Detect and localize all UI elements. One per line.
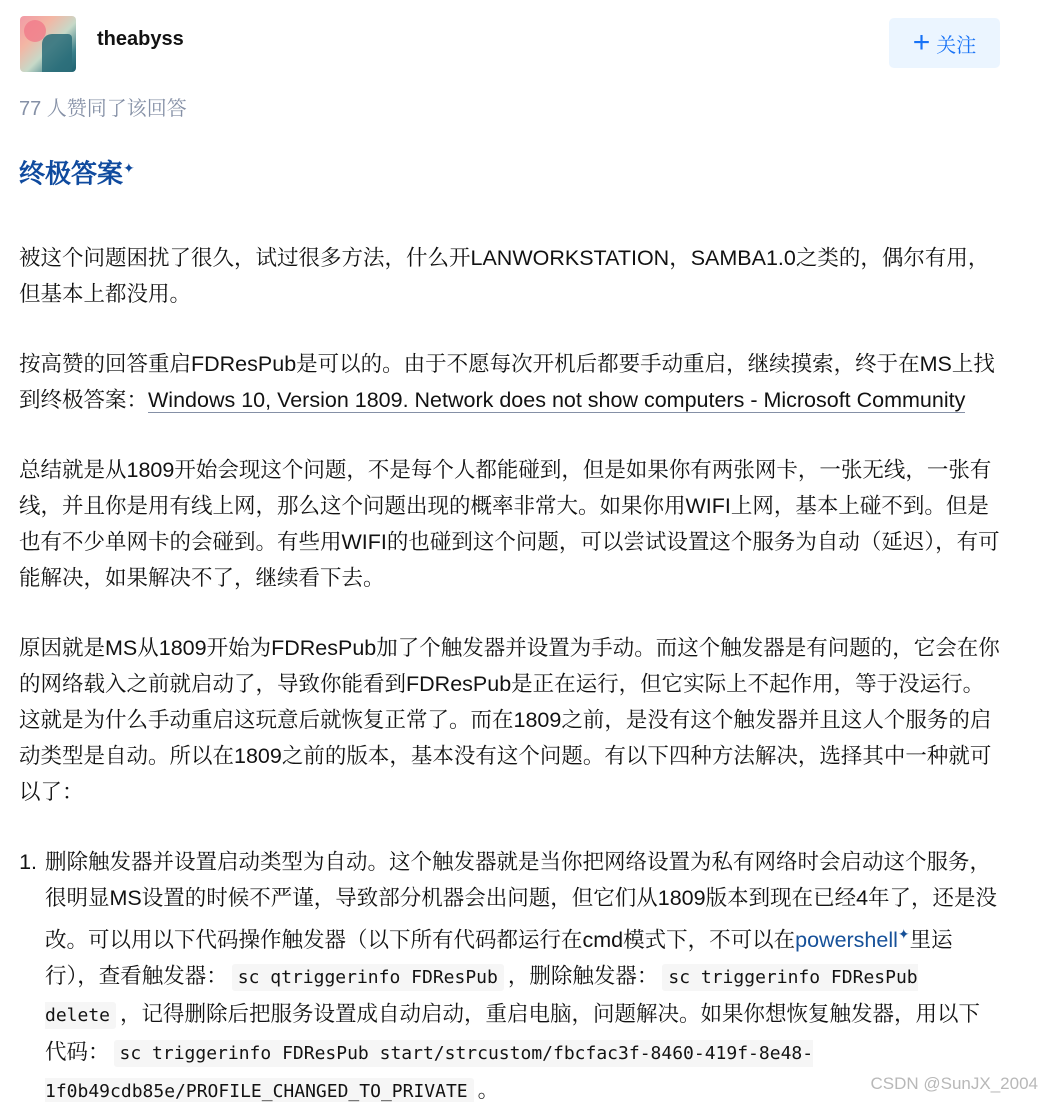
microsoft-community-link[interactable]: Windows 10, Version 1809. Network does not show computers - Microsoft Community bbox=[148, 387, 966, 412]
watermark: CSDN @SunJX_2004 bbox=[870, 1074, 1038, 1093]
heading-text: 终极答案 bbox=[19, 158, 124, 189]
follow-label: 关注 bbox=[936, 34, 977, 57]
solution-list bbox=[19, 844, 1001, 1102]
answer-author-header bbox=[20, 16, 1000, 72]
code-snippet: sc triggerinfo FDResPub delete bbox=[45, 964, 918, 1029]
keyword-text: powershell bbox=[795, 927, 898, 952]
paragraph-1: 被这个问题困扰了很久，试过很多方法，什么开LANWORKSTATION，SAMBA1.0之类的，偶尔有用，但基本上都没用。 bbox=[19, 245, 990, 306]
item-text: ，记得删除后把服务设置成自动启动，重启电脑，问题解决。如果你想恢复触发器，用以下代码： bbox=[45, 1001, 981, 1064]
follow-button[interactable] bbox=[889, 18, 1000, 68]
sparkle-icon: ✦ bbox=[123, 160, 135, 176]
avatar-shape bbox=[42, 34, 72, 72]
paragraph-2-text: 按高赞的回答重启FDResPub是可以的。由于不愿每次开机后都要手动重启，继续摸索，终于在MS上找到终极答案： bbox=[19, 351, 995, 412]
list-item bbox=[43, 844, 1001, 1102]
sparkle-icon: ✦ bbox=[897, 925, 910, 942]
powershell-keyword-link[interactable] bbox=[795, 925, 910, 952]
item-text: ，删除触发器： bbox=[507, 963, 659, 988]
paragraph-2 bbox=[19, 346, 1001, 418]
paragraph-4: 原因就是MS从1809开始为FDResPub加了个触发器并设置为手动。而这个触发器是有问题的，它会在你的网络载入之前就启动了，导致你能看到FDResPub是正在运行，但它实际上不起作用，等于没运行。这就是为什么手动重启这玩意后就恢复正常了。而在1809之前，是没有这个触发器并且这人个服务的启动类型是自动。所以在1809之前的版本，基本没有这个问题。有以下四种方法解决，选择其中一种就可以了： bbox=[19, 635, 1000, 804]
author-name[interactable]: theabyss bbox=[97, 28, 184, 50]
vote-count-info: 77 人赞同了该回答 bbox=[19, 98, 187, 120]
item-text: 。 bbox=[477, 1077, 500, 1102]
avatar[interactable] bbox=[20, 16, 76, 72]
plus-icon: + bbox=[912, 26, 931, 59]
answer-content bbox=[19, 146, 1001, 1102]
answer-heading bbox=[19, 146, 1001, 196]
paragraph-3: 总结就是从1809开始会现这个问题，不是每个人都能碰到，但是如果你有两张网卡，一张无线，一张有线，并且你是用有线上网，那么这个问题出现的概率非常大。如果你用WIFI上网，基本上碰不到。但是也有不少单网卡的会碰到。有些用WIFI的也碰到这个问题，可以尝试设置这个服务为自动（延迟），有可能解决，如果解决不了，继续看下去。 bbox=[19, 457, 1000, 590]
code-snippet: sc qtriggerinfo FDResPub bbox=[232, 964, 504, 991]
item-text: 删除触发器并设置启动类型为自动。这个触发器就是当你把网络设置为私有网络时会启动这个服务，很明显MS设置的时候不严谨，导致部分机器会出问题，但它们从1809版本到现在已经4年了，还是没改。可以用以下代码操作触发器（以下所有代码都运行在cmd模式下，不可以在 bbox=[45, 849, 998, 952]
code-snippet: sc triggerinfo FDResPub start/strcustom/fbcfac3f-8460-419f-8e48-1f0b49cdb85e/PROFILE_CHANGED_TO_PRIVATE bbox=[45, 1040, 813, 1102]
item-text: 里运行），查看触发器： bbox=[45, 927, 953, 988]
